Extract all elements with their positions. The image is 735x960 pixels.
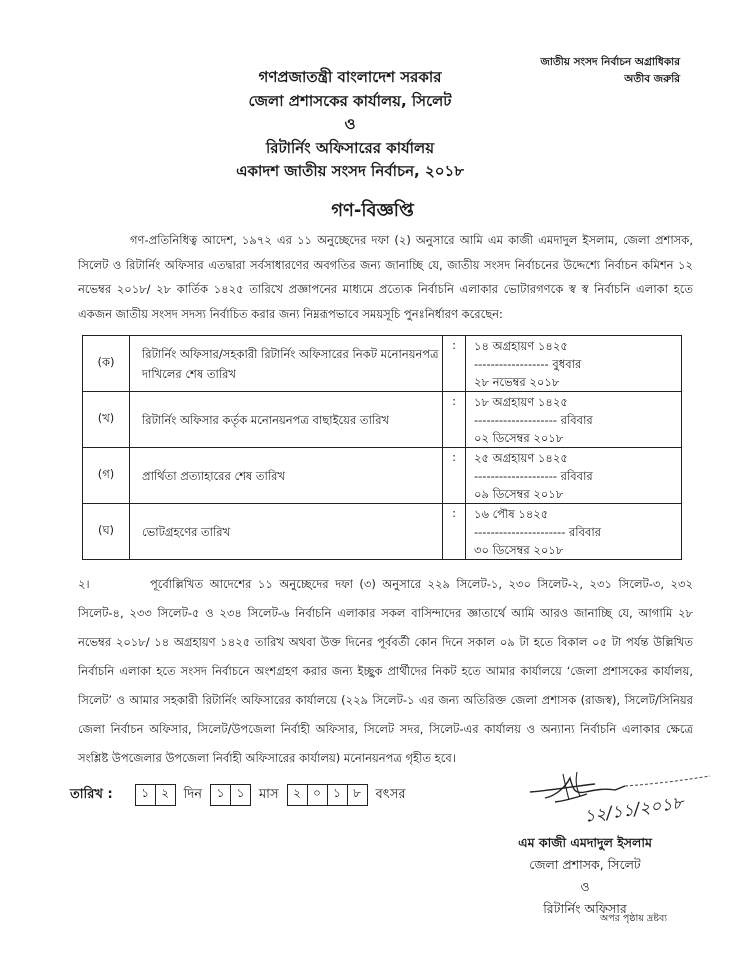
day-digit: ২ [155, 785, 175, 805]
day-label: দিন [183, 786, 202, 802]
year-digit: ৮ [347, 785, 367, 805]
priority-note-line2: অতীব জরুরি [624, 73, 680, 85]
letterhead-office: জেলা প্রশাসকের কার্যালয়, সিলেট [248, 91, 452, 110]
schedule-colon: : [443, 392, 466, 448]
weekday: রবিবার [560, 413, 593, 427]
year-digit: ১ [327, 785, 347, 805]
schedule-label: (ক) [83, 336, 130, 392]
schedule-label: (ঘ) [83, 504, 130, 560]
paragraph-2 [78, 570, 693, 773]
schedule-row [83, 336, 682, 392]
english-date: ৩০ ডিসেম্বর ২০১৮ [474, 543, 564, 557]
year-digit: ২ [293, 786, 301, 800]
schedule-table [82, 335, 682, 560]
bangla-date: ১৬ পৌষ ১৪২৫ [474, 507, 549, 521]
paragraph-2-text: পূর্বোল্লিখিত আদেশের ১১ অনুচ্ছেদের দফা (৩) অনুসারে ২২৯ সিলেট-১, ২৩০ সিলেট-২, ২৩১ সিলেট-৩, ২৩২ সিলেট-৪, ২৩৩ সিলেট-৫ ও ২৩৪ সিলেট-৬ নির্বাচনি এলাকার সকল বাসিন্দাদের জ্ঞাতার্থে আমি আরও জানাচ্ছি যে, আগামি ২৮ নভেম্বর ২০১৮/ ১৪ অগ্রহায়ণ ১৪২৫ তারিখ অথবা উক্ত দিনের পূর্ববর্তী কোন দিনে সকাল ০৯ টা হতে বিকাল ০৫ টা পর্যন্ত উল্লিখিত নির্বাচনি এলাকা হতে সংসদ নির্বাচনে অংশগ্রহণ করার জন্য ইচ্ছুক প্রার্থীদের নিকট হতে আমার কার্যালয়ে ‘জেলা প্রশাসকের কার্যালয়, সিলেট’ ও আমার সহকারী রিটার্নিং অফিসারের কার্যালয়ে (২২৯ সিলেট-১ এর জন্য অতিরিক্ত জেলা প্রশাসক (রাজস্ব), সিলেট/সিনিয়র জেলা নির্বাচন অফিসার, সিলেট/উপজেলা নির্বাহী অফিসার, সিলেট সদর, সিলেট-এর কার্যালয় ও অন্যান্য নির্বাচনি এলাকার ক্ষেত্রে সংশ্লিষ্ট উপজেলার উপজেলা নির্বাহী অফিসারের কার্যালয়) মনোনয়নপত্র গৃহীত হবে। [78, 577, 693, 765]
signature-date: ১২/১১/২০১৮ [582, 793, 685, 827]
month-digit: ১ [216, 786, 225, 800]
priority-note [520, 54, 680, 88]
letterhead-election: একাদশ জাতীয় সংসদ নির্বাচন, ২০১৮ [236, 162, 464, 180]
paragraph-2-number: ২। [78, 577, 90, 591]
handwritten-signature [525, 770, 715, 840]
year-boxes [287, 784, 368, 806]
signature-block [490, 832, 680, 920]
english-date: ০২ ডিসেম্বর ২০১৮ [474, 431, 564, 445]
schedule-label: (গ) [83, 448, 130, 504]
schedule-colon: : [443, 504, 466, 560]
weekday: রবিবার [568, 525, 602, 539]
overleaf-note: অপর পৃষ্ঠায় দ্রষ্টব্য [600, 913, 667, 924]
dotted-leader: ------------------ [474, 357, 549, 371]
year-label: বৎসর [375, 786, 406, 802]
weekday-line [474, 523, 681, 541]
letterhead [170, 66, 530, 184]
schedule-date [466, 392, 682, 448]
schedule-label: (খ) [83, 392, 130, 448]
schedule-date [466, 336, 682, 392]
signatory-title-2: রিটার্নিং অফিসার [543, 901, 627, 916]
bangla-date: ১৮ অগ্রহায়ণ ১৪২৫ [474, 395, 568, 409]
bangla-date: ২৫ অগ্রহায়ণ ১৪২৫ [474, 451, 568, 465]
schedule-row [83, 448, 682, 504]
weekday: বুধবার [552, 357, 582, 371]
letterhead-returning-office: রিটার্নিং অফিসারের কার্যালয় [265, 138, 435, 157]
date-label: তারিখ : [70, 786, 113, 802]
dotted-leader: -------------------- [474, 413, 557, 427]
letterhead-government: গণপ্রজাতন্ত্রী বাংলাদেশ সরকার [258, 68, 442, 86]
year-digit: ০ [307, 785, 327, 805]
month-digit: ১ [230, 785, 250, 805]
paragraph-1: গণ-প্রতিনিধিত্ব আদেশ, ১৯৭২ এর ১১ অনুচ্ছেদের দফা (২) অনুসারে আমি এম কাজী এমদাদুল ইসলাম, জেলা প্রশাসক, সিলেট ও রিটার্নিং অফিসার এতদ্বারা সর্বসাধারণের অবগতির জন্য জানাচ্ছি যে, জাতীয় সংসদ নির্বাচনের উদ্দেশ্যে নির্বাচন কমিশন ১২ নভেম্বর ২০১৮/ ২৮ কার্তিক ১৪২৫ তারিখে প্রজ্ঞাপনের মাধ্যমে প্রত্যেক নির্বাচনি এলাকার ভোটারগণকে স্ব স্ব নির্বাচনি এলাকা হতে একজন জাতীয় সংসদ সদস্য নির্বাচিত করার জন্য নিম্নরূপভাবে সময়সূচি পুনঃনির্ধারণ করেছেন: [78, 233, 693, 321]
bangla-date: ১৪ অগ্রহায়ণ ১৪২৫ [474, 339, 568, 353]
schedule-colon: : [443, 336, 466, 392]
notice-title: গণ-বিজ্ঞপ্তি [331, 200, 414, 221]
month-label: মাস [258, 786, 279, 802]
dotted-leader: ---------------------- [474, 525, 566, 539]
schedule-colon: : [443, 448, 466, 504]
weekday-line [474, 467, 681, 485]
schedule-description: রিটার্নিং অফিসার কর্তৃক মনোনয়নপত্র বাছাইয়ের তারিখ [130, 392, 443, 448]
english-date: ০৯ ডিসেম্বর ২০১৮ [474, 487, 564, 501]
dotted-leader: -------------------- [474, 469, 557, 483]
schedule-description: ভোটগ্রহণের তারিখ [130, 504, 443, 560]
schedule-row [83, 504, 682, 560]
signatory-name: এম কাজী এমদাদুল ইসলাম [518, 835, 652, 850]
letterhead-conjunction: ও [344, 115, 356, 133]
weekday-line [474, 355, 681, 373]
signatory-conjunction: ও [580, 879, 590, 894]
month-boxes [210, 784, 251, 806]
signature-underline [625, 776, 710, 786]
schedule-row [83, 392, 682, 448]
signatory-title-1: জেলা প্রশাসক, সিলেট [529, 857, 641, 872]
schedule-description: প্রার্থিতা প্রত্যাহারের শেষ তারিখ [130, 448, 443, 504]
day-boxes [135, 784, 176, 806]
schedule-date [466, 448, 682, 504]
schedule-date [466, 504, 682, 560]
schedule-description: রিটার্নিং অফিসার/সহকারী রিটার্নিং অফিসারের নিকট মনোনয়নপত্র দাখিলের শেষ তারিখ [130, 336, 443, 392]
english-date: ২৮ নভেম্বর ২০১৮ [474, 375, 560, 389]
day-digit: ১ [141, 786, 150, 800]
weekday: রবিবার [560, 469, 593, 483]
date-field [70, 784, 405, 806]
weekday-line [474, 411, 681, 429]
priority-note-line1: জাতীয় সংসদ নির্বাচন অগ্রাধিকার [540, 56, 680, 68]
